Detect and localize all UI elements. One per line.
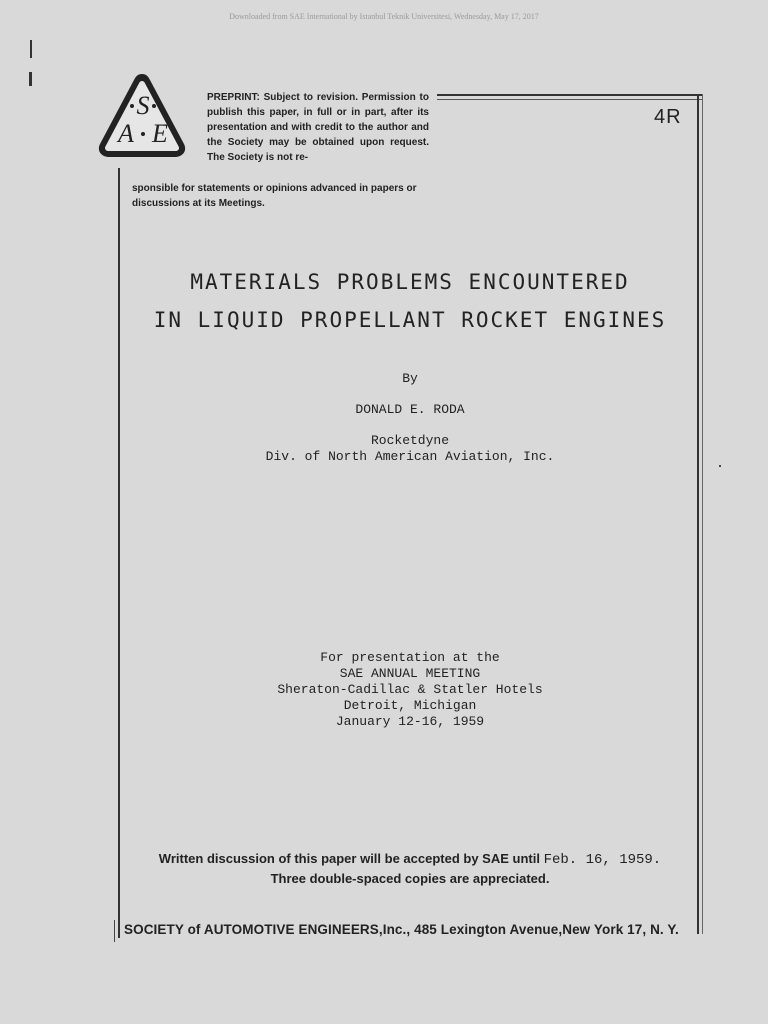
affiliation-company: Rocketdyne	[370, 433, 449, 448]
download-note: Downloaded from SAE International by Istanbul Teknik Universitesi, Wednesday, May 17, 2017	[229, 12, 539, 21]
logo-letter-s: S	[136, 91, 150, 120]
publisher-footer: SOCIETY of AUTOMOTIVE ENGINEERS,Inc., 485 Lexington Avenue,New York 17, N. Y.	[124, 922, 679, 937]
presentation-date: January 12-16, 1959	[335, 714, 485, 729]
discussion-notice	[120, 851, 700, 868]
frame-top-border	[437, 94, 702, 100]
presentation-meeting: SAE ANNUAL MEETING	[339, 666, 481, 681]
sae-triangle-logo	[94, 70, 190, 166]
logo-letter-a: A	[118, 119, 134, 148]
margin-mark	[30, 40, 32, 58]
by-label: By	[402, 371, 418, 386]
margin-dot	[719, 465, 721, 467]
preprint-notice: PREPRINT: Subject to revision. Permission to publish this paper, in full or in part, after its presentation and with credit to the author and the Society may be obtained upon request. The Society is not re-	[207, 92, 429, 163]
preprint-notice-continued: sponsible for statements or opinions advanced in papers or discussions at its Meetings.	[132, 183, 417, 209]
logo-letter-e: E	[152, 119, 168, 148]
presentation-venue: Sheraton-Cadillac & Statler Hotels	[277, 682, 543, 697]
paper-title-line1: MATERIALS PROBLEMS ENCOUNTERED	[190, 270, 630, 294]
discussion-copies-note: Three double-spaced copies are appreciated.	[270, 871, 550, 886]
discussion-deadline: Feb. 16, 1959.	[543, 852, 662, 868]
frame-right-border	[697, 94, 703, 934]
author-name: DONALD E. RODA	[355, 402, 465, 417]
margin-mark	[29, 72, 32, 86]
discussion-text: Written discussion of this paper will be accepted by SAE until	[158, 851, 544, 866]
paper-code: 4R	[654, 106, 682, 128]
affiliation-division: Div. of North American Aviation, Inc.	[265, 449, 555, 464]
presentation-line: For presentation at the	[320, 650, 500, 665]
presentation-city: Detroit, Michigan	[343, 698, 477, 713]
frame-left-border-tick	[114, 920, 117, 942]
paper-title-line2: IN LIQUID PROPELLANT ROCKET ENGINES	[153, 308, 667, 332]
